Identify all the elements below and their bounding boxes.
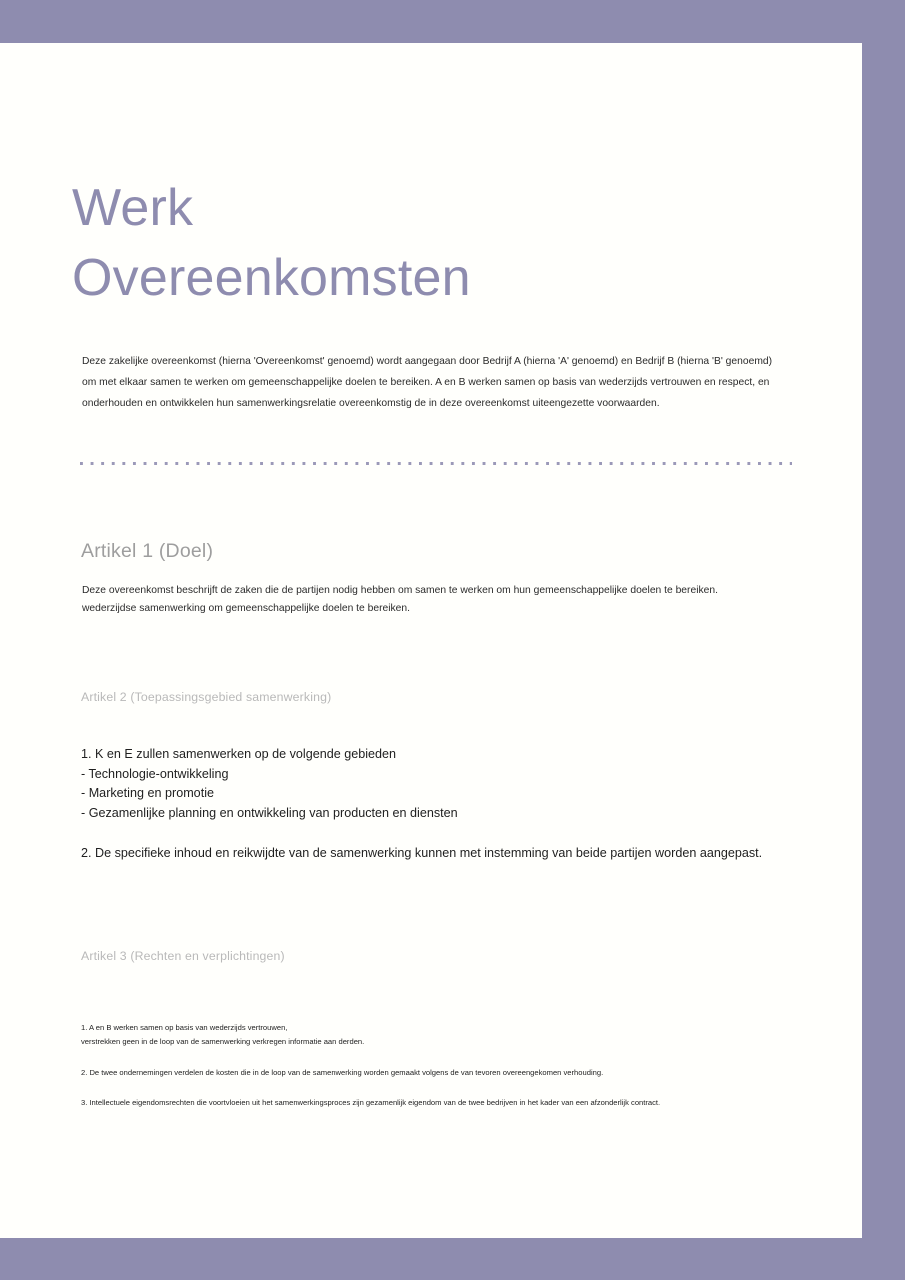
article-2-list <box>81 745 781 823</box>
article-3-item-1-line-2: verstrekken geen in de loop van de samenwerking verkregen informatie aan derden. <box>81 1037 365 1046</box>
article-3-item-2: 2. De twee ondernemingen verdelen de kosten die in de loop van de samenwerking worden gemaakt volgens de van tevoren overeengekomen verhouding. <box>81 1068 604 1077</box>
brand-sidebar <box>862 0 905 1280</box>
article-2-item-2: 2. De specifieke inhoud en reikwijdte van de samenwerking kunnen met instemming van beide partijen worden aangepast. <box>81 846 763 860</box>
article-2-bullet-3: - Gezamenlijke planning en ontwikkeling van producten en diensten <box>81 805 458 820</box>
document-page <box>0 43 862 1238</box>
article-3-item-1-line-1: 1. A en B werken samen op basis van wederzijds vertrouwen, <box>81 1023 288 1032</box>
article-1-heading: Artikel 1 (Doel) <box>81 540 214 563</box>
article-2-heading: Artikel 2 (Toepassingsgebied samenwerking) <box>81 690 332 705</box>
article-1-line-2: wederzijdse samenwerking om gemeenschappelijke doelen te bereiken. <box>82 603 410 614</box>
article-2-bullet-2: - Marketing en promotie <box>81 786 214 801</box>
article-1-body <box>82 582 782 618</box>
page-title-line-1: Werk <box>72 178 194 237</box>
article-2-item-1: 1. K en E zullen samenwerken op de volgende gebieden <box>81 747 397 761</box>
article-1-line-1: Deze overeenkomst beschrijft de zaken die de partijen nodig hebben om samen te werken om hun gemeenschappelijke doelen te bereiken. <box>82 585 718 596</box>
article-3-heading: Artikel 3 (Rechten en verplichtingen) <box>81 949 285 964</box>
page-title-line-2: Overeenkomsten <box>72 248 471 307</box>
article-3-item-1 <box>81 1021 781 1049</box>
page-title <box>72 173 772 313</box>
intro-paragraph: Deze zakelijke overeenkomst (hierna 'Overeenkomst' genoemd) wordt aangegaan door Bedrijf A (hierna 'A' genoemd) en Bedrijf B (hierna 'B' genoemd) om met elkaar samen te werken om gemeenschappelijke doelen te bereiken. A en B werken samen op basis van wederzijds vertrouwen en respect, en onderhouden en ontwikkelen hun samenwerkingsrelatie overeenkomstig de in deze overeenkomst uiteengezette voorwaarden. <box>82 356 773 410</box>
article-2-bullet-1: - Technologie-ontwikkeling <box>81 766 229 781</box>
dotted-divider <box>80 462 792 465</box>
article-3-item-3: 3. Intellectuele eigendomsrechten die voortvloeien uit het samenwerkingsproces zijn gezamenlijk eigendom van de twee bedrijven in het kader van een afzonderlijk contract. <box>81 1098 661 1107</box>
